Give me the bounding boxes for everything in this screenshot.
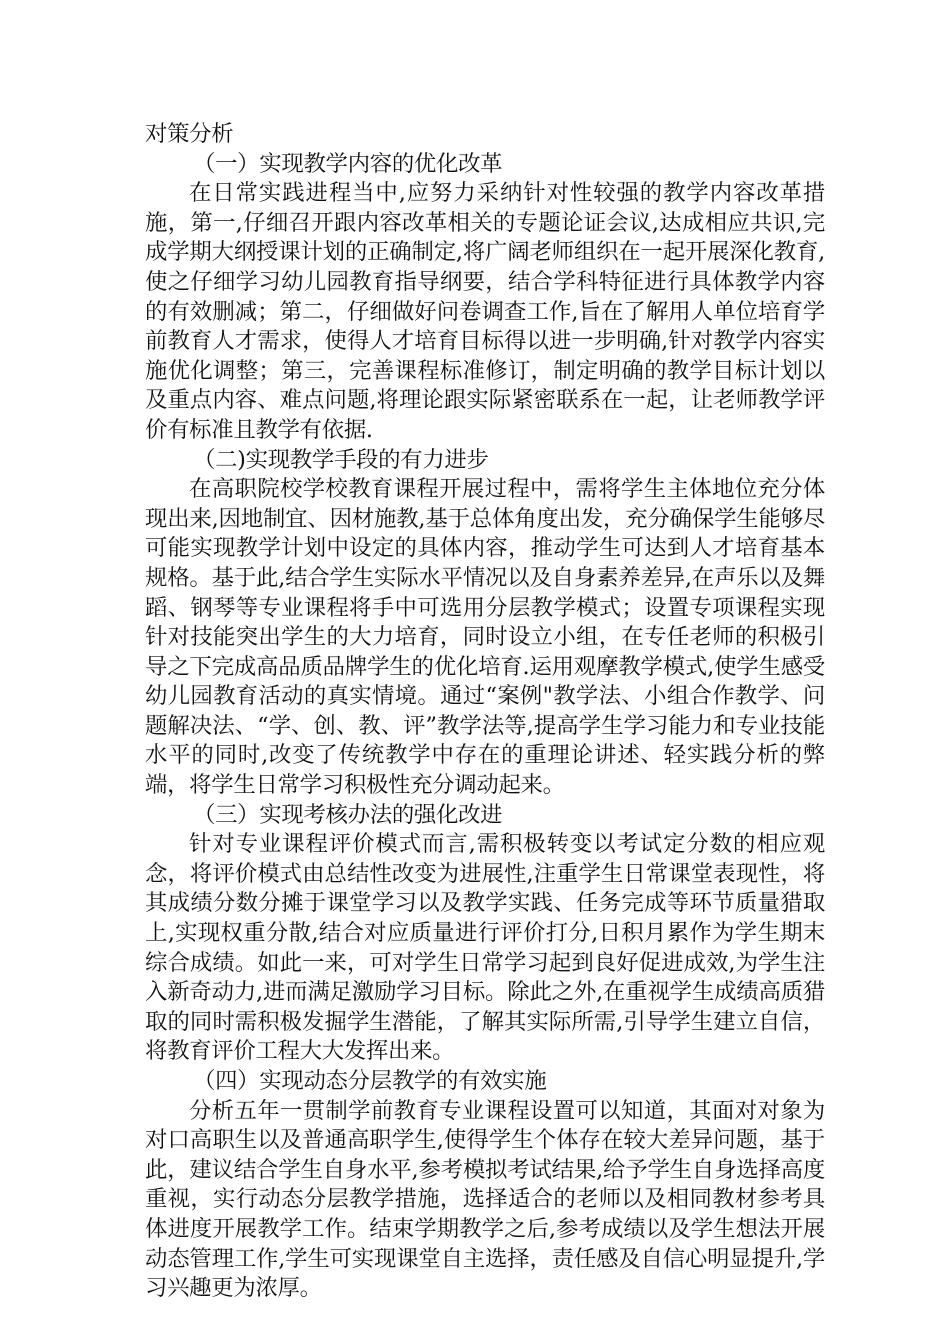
section-4 bbox=[145, 1067, 825, 1304]
section-paragraph: 在高职院校学校教育课程开展过程中，需将学生主体地位充分体现出来,因地制宜、因材施教,基于总体角度出发，充分确保学生能够尽可能实现教学计划中设定的具体内容，推动学生可达到人才培育基本规格。基于此,结合学生实际水平情况以及自身素养差异,在声乐以及舞蹈、钢琴等专业课程将手中可选用分层教学模式；设置专项课程实现针对技能突出学生的大力培育，同时设立小组，在专任老师的积极引导之下完成高品质品牌学生的优化培育.运用观摩教学模式,使学生感受幼儿园教育活动的真实情境。通过“案例"教学法、小组合作教学、问题解决法、“学、创、教、评”教学法等,提高学生学习能力和专业技能水平的同时,改变了传统教学中存在的重理论讲述、轻实践分析的弊端，将学生日常学习积极性充分调动起来。 bbox=[145, 476, 825, 799]
document-page bbox=[145, 120, 825, 1304]
section-heading: （二)实现教学手段的有力进步 bbox=[193, 446, 489, 473]
section-paragraph: 针对专业课程评价模式而言,需积极转变以考试定分数的相应观念，将评价模式由总结性改变为进展性,注重学生日常课堂表现性，将其成绩分数分摊于课堂学习以及教学实践、任务完成等环节质量猎取上,实现权重分散,结合对应质量进行评价打分,日积月累作为学生期末综合成绩。如此一来，可对学生日常学习起到良好促进成效,为学生注入新奇动力,进而满足激励学习目标。除此之外,在重视学生成绩高质猎取的同时需积极发掘学生潜能，了解其实际所需,引导学生建立自信，将教育评价工程大大发挥出来。 bbox=[145, 831, 825, 1065]
section-3 bbox=[145, 801, 825, 1067]
document-title: 对策分析 bbox=[145, 121, 234, 147]
section-1 bbox=[145, 150, 825, 446]
section-paragraph: 分析五年一贯制学前教育专业课程设置可以知道，其面对对象为对口高职生以及普通高职学生,使得学生个体存在较大差异问题，基于此，建议结合学生自身水平,参考模拟考试结果,给予学生自身选择高度重视，实行动态分层教学措施，选择适合的老师以及相同教材参考具体进度开展教学工作。结束学期教学之后,参考成绩以及学生想法开展动态管理工作,学生可实现课堂自主选择，责任感及自信心明显提升,学习兴趣更为浓厚。 bbox=[145, 1097, 825, 1302]
section-paragraph: 在日常实践进程当中,应努力采纳针对性较强的教学内容改革措施，第一,仔细召开跟内容改革相关的专题论证会议,达成相应共识,完成学期大纲授课计划的正确制定,将广阔老师组织在一起开展深化教育,使之仔细学习幼儿园教育指导纲要，结合学科特征进行具体教学内容的有效删减；第二，仔细做好问卷调查工作,旨在了解用人单位培育学前教育人才需求，使得人才培育目标得以进一步明确,针对教学内容实施优化调整；第三，完善课程标准修订，制定明确的教学目标计划以及重点内容、难点问题,将理论跟实际紧密联系在一起，让老师教学评价有标准且教学有依据. bbox=[145, 180, 825, 443]
section-heading: （三）实现考核办法的强化改进 bbox=[193, 801, 503, 828]
section-heading: （一）实现教学内容的优化改革 bbox=[193, 150, 503, 177]
section-2 bbox=[145, 446, 825, 801]
section-heading: （四）实现动态分层教学的有效实施 bbox=[193, 1068, 547, 1094]
